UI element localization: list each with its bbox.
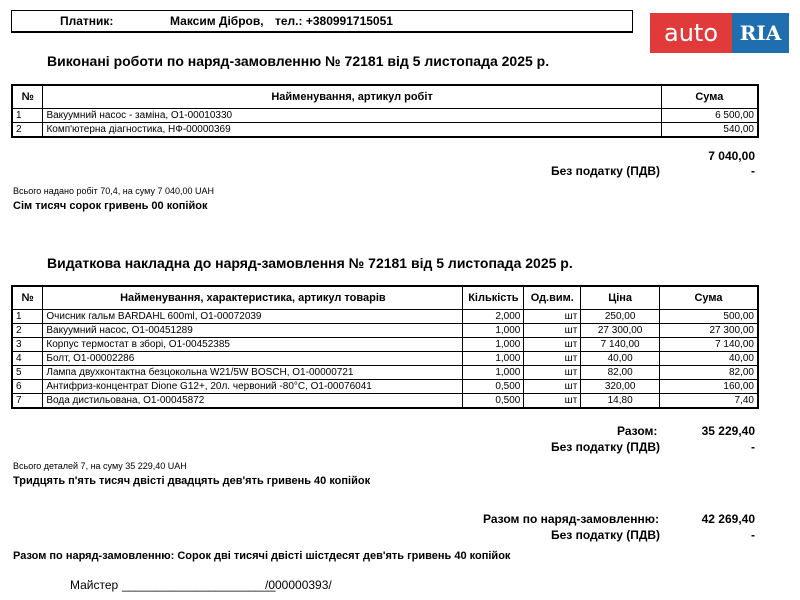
goods-in-words: Тридцять п'ять тисяч двісті двадцять дев'ять гривень 40 копійок (13, 475, 371, 487)
grand-vat-label: Без податку (ПДВ) (551, 528, 661, 542)
row-qty: 0,500 (463, 394, 524, 409)
works-vat-label: Без податку (ПДВ) (551, 164, 661, 178)
row-unit: шт (524, 366, 581, 380)
master-label: Майстер (70, 578, 119, 592)
row-unit: шт (524, 310, 581, 324)
row-no: 2 (12, 324, 43, 338)
table-row (12, 338, 758, 352)
row-unit: шт (524, 394, 581, 409)
row-price: 40,00 (581, 352, 660, 366)
row-name: Очисник гальм BARDAHL 600ml, О1-00072039 (43, 310, 463, 324)
row-sum: 7,40 (659, 394, 758, 409)
works-header-sum: Сума (661, 85, 758, 109)
row-sum: 540,00 (661, 123, 758, 138)
table-row (12, 366, 758, 380)
row-sum: 160,00 (659, 380, 758, 394)
goods-header-name: Найменування, характеристика, артикул товарів (43, 286, 463, 310)
row-qty: 1,000 (463, 366, 524, 380)
goods-header-unit: Од.вим. (524, 286, 581, 310)
row-name: Вакуумний насос - заміна, О1-00010330 (43, 109, 661, 123)
goods-header-qty: Кількість (463, 286, 524, 310)
row-name: Вакуумний насос, О1-00451289 (43, 324, 463, 338)
row-sum: 40,00 (659, 352, 758, 366)
table-row (12, 380, 758, 394)
works-table (11, 84, 759, 138)
row-sum: 6 500,00 (661, 109, 758, 123)
works-in-words: Сім тисяч сорок гривень 00 копійок (13, 200, 208, 212)
row-price: 14,80 (581, 394, 660, 409)
row-unit: шт (524, 324, 581, 338)
row-no: 7 (12, 394, 43, 409)
row-unit: шт (524, 380, 581, 394)
payer-label: Платник: (60, 14, 114, 28)
row-name: Лампа двухконтактна безцокольна W21/5W BOSCH, О1-00000721 (43, 366, 463, 380)
row-sum: 82,00 (659, 366, 758, 380)
auto-ria-logo (650, 13, 789, 53)
row-qty: 1,000 (463, 324, 524, 338)
row-qty: 1,000 (463, 338, 524, 352)
goods-table (11, 285, 759, 409)
row-price: 82,00 (581, 366, 660, 380)
logo-ria-text: RIA (732, 13, 789, 53)
table-row (12, 123, 758, 138)
works-vat-value: - (751, 164, 755, 178)
row-name: Корпус термостат в зборі, О1-00452385 (43, 338, 463, 352)
row-sum: 7 140,00 (659, 338, 758, 352)
master-code: /000000393/ (265, 578, 332, 592)
works-header-name: Найменування, артикул робіт (43, 85, 661, 109)
goods-total-label: Разом: (617, 424, 658, 438)
row-sum: 27 300,00 (659, 324, 758, 338)
logo-auto-text: auto (650, 13, 732, 53)
row-price: 250,00 (581, 310, 660, 324)
goods-header-row (12, 286, 758, 310)
row-no: 6 (12, 380, 43, 394)
grand-in-words: Разом по наряд-замовленню: Сорок дві тисячі двісті шістдесят дев'ять гривень 40 копійок (13, 550, 511, 562)
table-row (12, 324, 758, 338)
row-no: 5 (12, 366, 43, 380)
payer-phone: тел.: +380991715051 (275, 14, 393, 28)
goods-total: 35 229,40 (701, 424, 755, 438)
works-title: Виконані роботи по наряд-замовленню № 72181 від 5 листопада 2025 р. (47, 53, 550, 69)
goods-header-price: Ціна (581, 286, 660, 310)
row-qty: 0,500 (463, 380, 524, 394)
row-name: Антифриз-концентрат Dione G12+, 20л. червоний -80°С, О1-00076041 (43, 380, 463, 394)
row-price: 27 300,00 (581, 324, 660, 338)
row-no: 2 (12, 123, 43, 138)
row-unit: шт (524, 338, 581, 352)
grand-total-label: Разом по наряд-замовленню: (483, 512, 659, 526)
goods-summary: Всього деталей 7, на суму 35 229,40 UAH (13, 461, 187, 471)
works-summary: Всього надано робіт 70,4, на суму 7 040,00 UAH (13, 186, 215, 196)
row-no: 4 (12, 352, 43, 366)
row-qty: 1,000 (463, 352, 524, 366)
grand-total: 42 269,40 (701, 512, 755, 526)
goods-title: Видаткова накладна до наряд-замовлення № 72181 від 5 листопада 2025 р. (47, 255, 573, 271)
row-qty: 2,000 (463, 310, 524, 324)
works-header-no: № (12, 85, 43, 109)
row-name: Комп'ютерна діагностика, НФ-00000369 (43, 123, 661, 138)
master-signature-line: _______________________ (122, 578, 276, 592)
table-row (12, 394, 758, 409)
goods-header-no: № (12, 286, 43, 310)
row-price: 7 140,00 (581, 338, 660, 352)
grand-vat-value: - (751, 528, 755, 542)
row-unit: шт (524, 352, 581, 366)
row-price: 320,00 (581, 380, 660, 394)
table-row (12, 310, 758, 324)
row-name: Вода дистильована, О1-00045872 (43, 394, 463, 409)
table-row (12, 109, 758, 123)
works-total: 7 040,00 (708, 149, 755, 163)
row-name: Болт, О1-00002286 (43, 352, 463, 366)
row-no: 3 (12, 338, 43, 352)
goods-header-sum: Сума (659, 286, 758, 310)
works-header-row (12, 85, 758, 109)
table-row (12, 352, 758, 366)
row-sum: 500,00 (659, 310, 758, 324)
row-no: 1 (12, 310, 43, 324)
goods-vat-label: Без податку (ПДВ) (551, 440, 661, 454)
row-no: 1 (12, 109, 43, 123)
goods-vat-value: - (751, 440, 755, 454)
payer-name: Максим Дібров, (170, 14, 264, 28)
